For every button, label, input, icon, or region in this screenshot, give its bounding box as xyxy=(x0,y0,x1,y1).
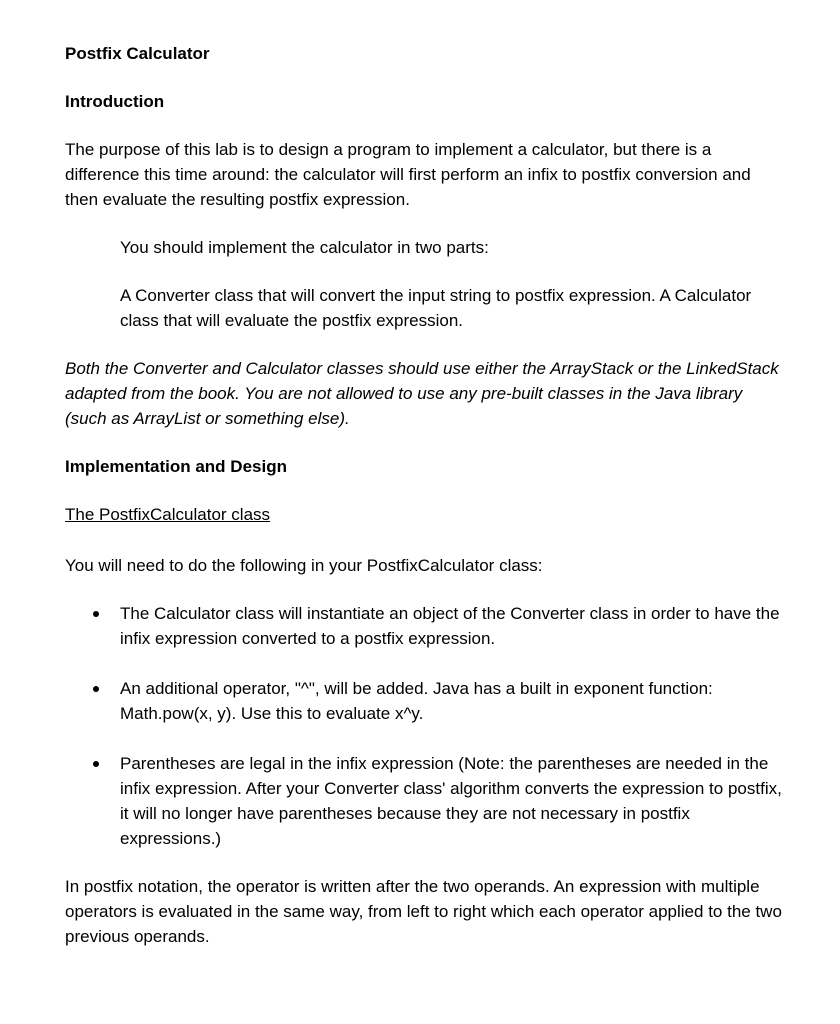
document-title: Postfix Calculator xyxy=(65,44,210,63)
implementation-heading: Implementation and Design xyxy=(65,457,287,476)
list-item-text: Parentheses are legal in the infix expression (Note: the parentheses are needed in the infix expression. After your Converter class' algorithm converts the expression to postfix, it will no longer have parentheses because they are not necessary in postfix expressions.) xyxy=(120,754,782,848)
italic-requirements-note: Both the Converter and Calculator classes should use either the ArrayStack or the LinkedStack adapted from the book. You are not allowed to use any pre-built classes in the Java library (such as ArrayList or something else). xyxy=(65,359,779,428)
list-item-text: An additional operator, "^", will be added. Java has a built in exponent function: Math.pow(x, y). Use this to evaluate x^y. xyxy=(120,679,713,723)
implementation-lead: You will need to do the following in your PostfixCalculator class: xyxy=(65,556,543,575)
list-item xyxy=(65,601,785,651)
list-item-text: The Calculator class will instantiate an object of the Converter class in order to have the infix expression converted to a postfix expression. xyxy=(120,604,780,648)
document-page xyxy=(65,41,785,949)
postfixcalculator-subheading: The PostfixCalculator class xyxy=(65,505,271,524)
bullet-icon xyxy=(93,686,99,692)
indented-parts-intro: You should implement the calculator in two parts: xyxy=(120,238,489,257)
introduction-heading: Introduction xyxy=(65,92,165,111)
bullet-icon xyxy=(93,761,99,767)
indented-parts-description: A Converter class that will convert the input string to postfix expression. A Calculator class that will evaluate the postfix expression. xyxy=(120,286,752,330)
closing-paragraph: In postfix notation, the operator is written after the two operands. An expression with multiple operators is evaluated in the same way, from left to right which each operator applied to the two previous operands. xyxy=(65,877,782,946)
list-item xyxy=(65,676,785,726)
bullet-icon xyxy=(93,611,99,617)
list-item xyxy=(65,751,785,851)
introduction-paragraph: The purpose of this lab is to design a program to implement a calculator, but there is a difference this time around: the calculator will first perform an infix to postfix conversion and then evaluate the resulting postfix expression. xyxy=(65,140,751,209)
requirements-list xyxy=(65,601,785,851)
